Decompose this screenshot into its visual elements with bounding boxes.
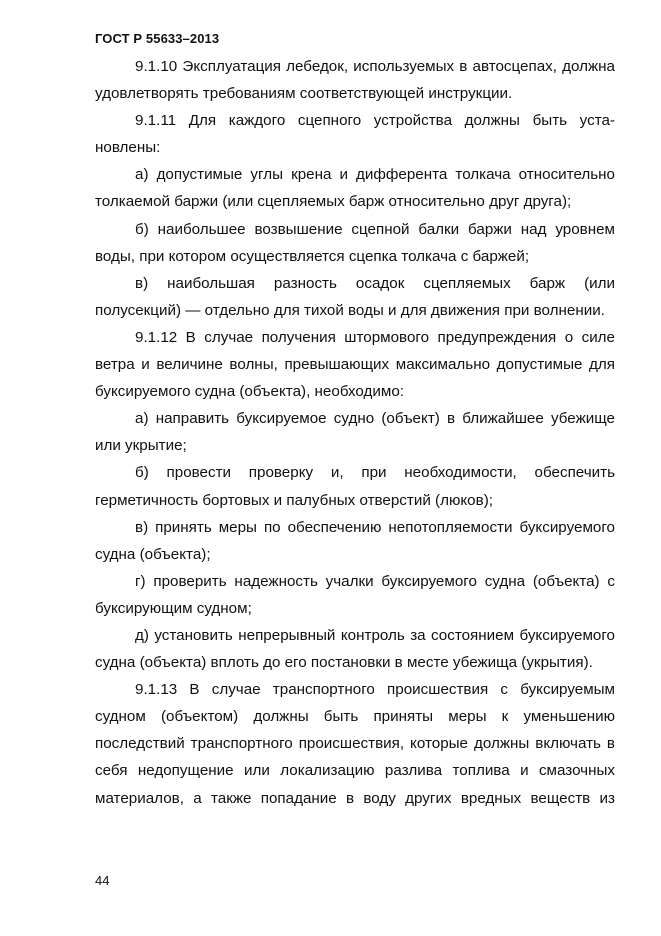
paragraph-9-1-10: 9.1.10 Эксплуатация лебедок, используемых в автосцепах, должна удовлетворять требованиям соответствующей инструкции.	[95, 58, 615, 103]
page-number: 44	[95, 873, 110, 888]
paragraph-9-1-11-a: а) допустимые углы крена и дифферента толкача относительно толкаемой баржи (или сцепляемых барж относительно друг друга);	[95, 166, 615, 211]
document-header: ГОСТ Р 55633–2013	[95, 31, 220, 46]
paragraph-9-1-13: 9.1.13 В случае транспортного происшествия с буксируемым судном (объектом) должны быть приняты меры к уменьшению последствий транспортного происшествия, которые должны включать в себя недопущение или локализацию разлива топлива и смазочных материалов, а также попадание в воду других вредных веществ из	[95, 681, 615, 807]
paragraph-9-1-11-b: б) наибольшее возвышение сцепной балки баржи над уровнем воды, при котором осуществляется сцепка толкача с баржей;	[95, 220, 615, 265]
paragraph-9-1-12-b: б) провести проверку и, при необходимости, обеспечить герметичность бортовых и палубных отверстий (люков);	[95, 464, 615, 509]
paragraph-9-1-12-a: а) направить буксируемое судно (объект) в ближайшее убежище или укрытие;	[95, 410, 615, 455]
paragraph-9-1-12: 9.1.12 В случае получения штормового предупреждения о силе ветра и величине волны, превышающих максимально допустимые для буксируемого судна (объекта), необходимо:	[95, 328, 615, 401]
paragraph-9-1-11-v: в) наибольшая разность осадок сцепляемых барж (или полусекций) — отдельно для тихой воды и для движения при волнении.	[95, 274, 615, 319]
paragraph-9-1-11: 9.1.11 Для каждого сцепного устройства должны быть уста-новлены:	[95, 112, 615, 157]
paragraph-9-1-12-d: д) установить непрерывный контроль за состоянием буксируемого судна (объекта) вплоть до его постановки в месте убежища (укрытия).	[95, 626, 615, 672]
document-body	[95, 53, 615, 812]
paragraph-9-1-12-v: в) принять меры по обеспечению непотопляемости буксируемого судна (объекта);	[95, 518, 615, 563]
paragraph-9-1-12-g: г) проверить надежность учалки буксируемого судна (объекта) с буксирующим судном;	[95, 572, 615, 617]
